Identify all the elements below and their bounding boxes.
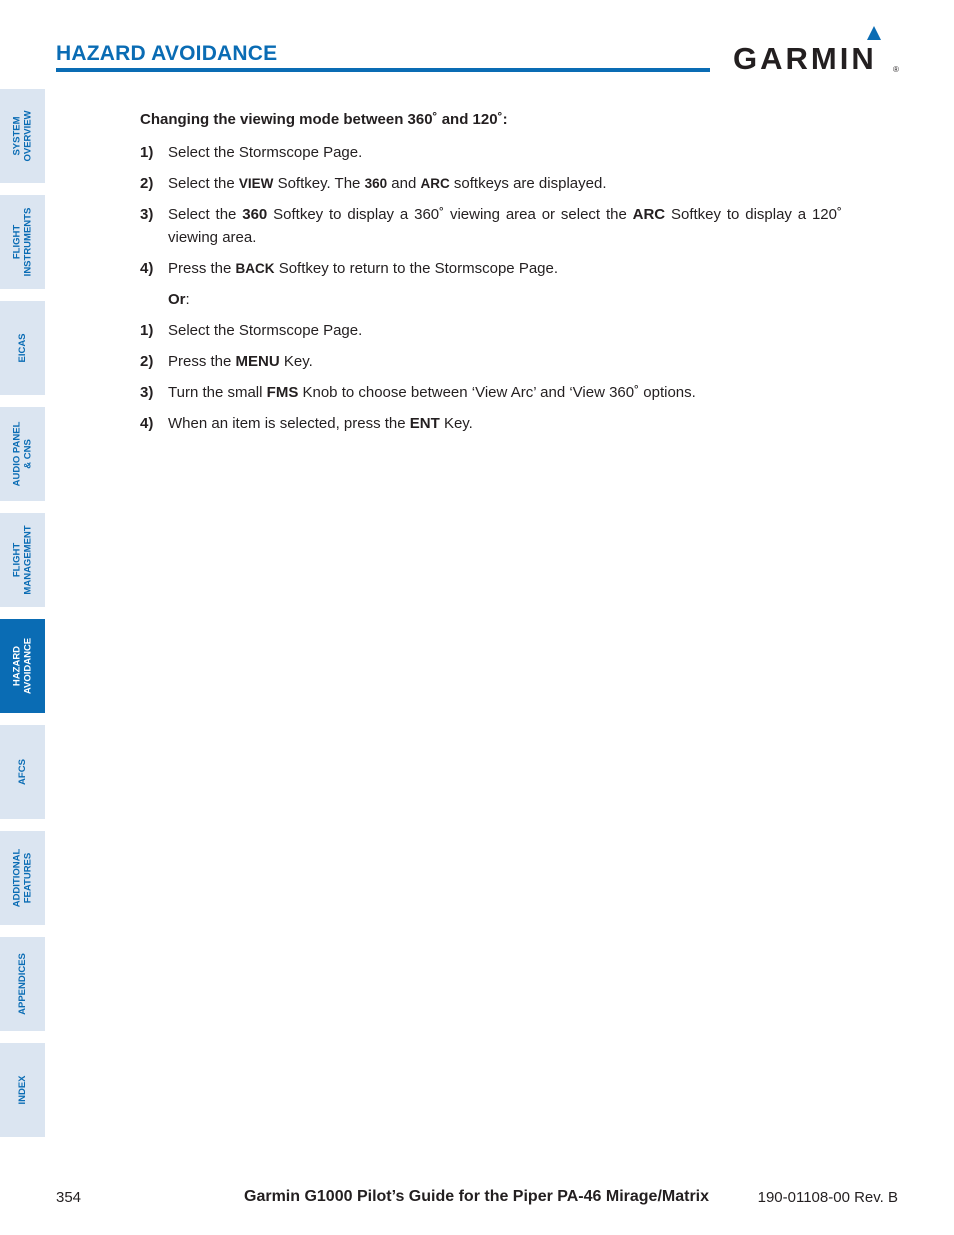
tab-label-line: EICAS (16, 333, 28, 363)
tab-label-line: OVERVIEW (21, 110, 33, 162)
step-text: Press the (168, 353, 236, 370)
step-text: When an item is selected, press the (168, 415, 410, 432)
garmin-logo (733, 26, 901, 76)
tab-label-line: ADDITIONAL (11, 848, 22, 908)
steps-list-a (140, 141, 842, 280)
tab-label-line: AUDIO PANEL (11, 421, 22, 487)
procedure-step (140, 257, 842, 280)
step-number: 3) (140, 384, 154, 401)
step-number: 1) (140, 144, 154, 161)
section-title: HAZARD AVOIDANCE (56, 42, 278, 65)
tab-label (12, 638, 33, 694)
or-label: Or (168, 291, 186, 308)
step-text: softkeys are displayed. (449, 175, 607, 192)
procedure-step (140, 412, 842, 435)
step-number: 4) (140, 415, 154, 432)
tab-flight-instruments[interactable] (0, 195, 45, 289)
tab-label (12, 849, 33, 908)
procedure-step (140, 203, 842, 249)
or-suffix: : (185, 291, 190, 308)
step-text: Select the Stormscope Page. (168, 322, 363, 339)
step-text: Softkey to display a 360˚ viewing area or select the (267, 206, 633, 223)
tab-label (17, 759, 28, 785)
tab-label (12, 525, 33, 594)
tab-label-line: AVOIDANCE (21, 637, 33, 695)
tab-additional-features[interactable] (0, 831, 45, 925)
tab-label-line: AFCS (16, 759, 28, 785)
tab-label-line: FLIGHT (11, 224, 22, 260)
step-text: Turn the small (168, 384, 267, 401)
procedure-step (140, 319, 842, 342)
softkey-name: 360 (364, 176, 388, 191)
step-text: Knob to choose between ‘View Arc’ and ‘View 360˚ options. (298, 384, 696, 401)
step-text: Softkey to return to the Stormscope Page. (274, 260, 559, 277)
logo-text: GARMIN (733, 41, 877, 76)
step-number: 3) (140, 206, 154, 223)
tab-label (12, 110, 33, 161)
control-name: FMS (266, 384, 299, 401)
logo-registered-mark: ® (893, 65, 899, 74)
tab-eicas[interactable] (0, 301, 45, 395)
step-number: 2) (140, 353, 154, 370)
procedure-step (140, 141, 842, 164)
procedure (140, 108, 842, 443)
tab-appendices[interactable] (0, 937, 45, 1031)
control-name: MENU (235, 353, 280, 370)
procedure-step (140, 172, 842, 195)
footer-title: Garmin G1000 Pilot’s Guide for the Piper PA-46 Mirage/Matrix (244, 1188, 710, 1205)
garmin-triangle-icon (867, 26, 881, 40)
step-text: Softkey. The (273, 175, 365, 192)
tab-system-overview[interactable] (0, 89, 45, 183)
control-name: 360 (242, 206, 268, 223)
tab-index[interactable] (0, 1043, 45, 1137)
softkey-name: ARC (420, 176, 450, 191)
step-text: Select the Stormscope Page. (168, 144, 363, 161)
steps-list-b (140, 319, 842, 435)
tab-label-line: MANAGEMENT (21, 525, 33, 595)
tab-label-line: INSTRUMENTS (21, 207, 33, 277)
step-text: and (387, 175, 421, 192)
step-text: Softkey to display a 120˚ viewing area. (168, 206, 842, 246)
step-text: Select the (168, 206, 243, 223)
tab-audio-panel-cns[interactable] (0, 407, 45, 501)
step-text: Select the (168, 175, 239, 192)
control-name: ENT (409, 415, 440, 432)
step-text: Key. (279, 353, 313, 370)
tab-label-line: APPENDICES (16, 953, 28, 1015)
step-text: Press the (168, 260, 236, 277)
tab-flight-management[interactable] (0, 513, 45, 607)
page-number: 354 (56, 1189, 82, 1206)
softkey-name: BACK (235, 261, 275, 276)
document-number: 190-01108-00 Rev. B (757, 1189, 898, 1206)
tab-label (12, 208, 33, 277)
procedure-title: Changing the viewing mode between 360˚ and 120˚: (140, 111, 508, 128)
tab-label (17, 953, 28, 1015)
tab-label-line: SYSTEM (11, 116, 22, 156)
procedure-step (140, 350, 842, 373)
or-separator (140, 288, 842, 311)
tab-label (17, 1075, 28, 1104)
control-name: ARC (632, 206, 666, 223)
step-text: Key. (439, 415, 473, 432)
softkey-name: VIEW (238, 176, 274, 191)
header-rule (56, 68, 710, 72)
tab-label (12, 422, 33, 487)
tab-label-line: & CNS (21, 439, 33, 469)
tab-label-line: FLIGHT (11, 542, 22, 578)
tab-hazard-avoidance[interactable] (0, 619, 45, 713)
step-number: 2) (140, 175, 154, 192)
tab-label-line: HAZARD (11, 645, 22, 687)
tab-afcs[interactable] (0, 725, 45, 819)
procedure-step (140, 381, 842, 404)
step-number: 4) (140, 260, 154, 277)
tab-label-line: INDEX (16, 1075, 28, 1105)
tab-label (17, 333, 28, 362)
tab-label-line: FEATURES (21, 852, 33, 904)
step-number: 1) (140, 322, 154, 339)
